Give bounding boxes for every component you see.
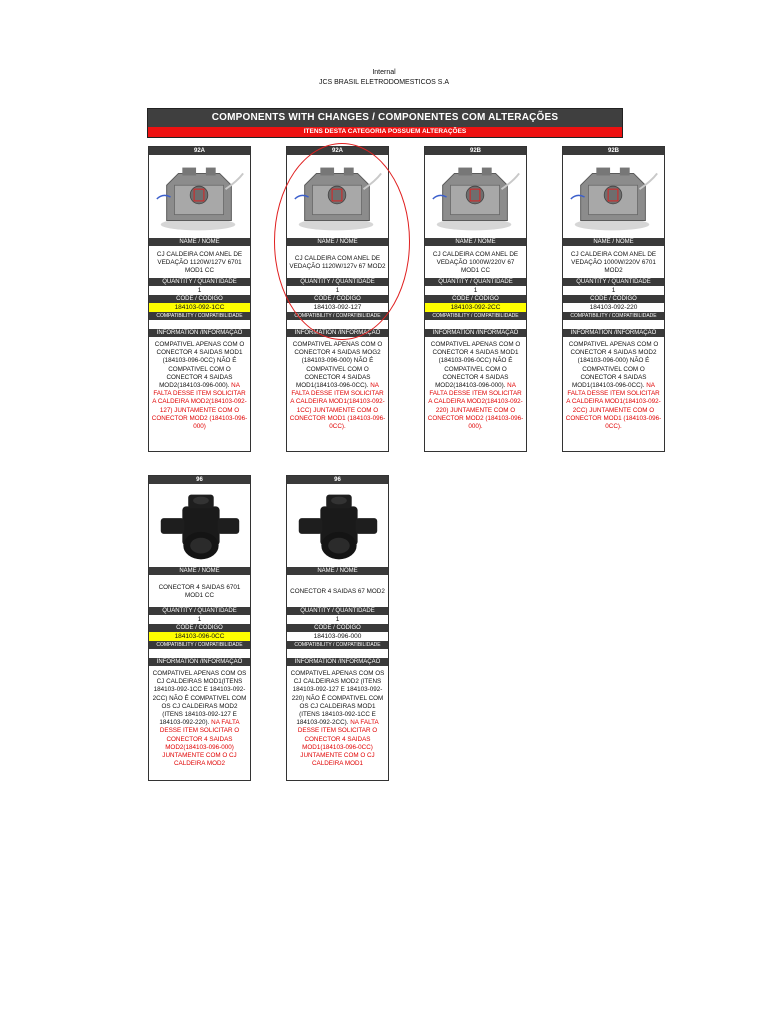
information-fallback: NA FALTA DESSE ITEM SOLICITAR A CALDEIRA MOD2(184103-092-127) JUNTAMENTE COM O CONECTOR MOD2 (184103-096-000): [151, 382, 248, 431]
component-photo: [425, 155, 526, 238]
quantity-label: QUANTITY / QUANTIDADE: [563, 278, 664, 286]
information-fallback: NA FALTA DESSE ITEM SOLICITAR A CALDEIRA MOD2(184103-092-220) JUNTAMENTE COM O CONECTOR MOD2 (184103-096-000).: [427, 382, 524, 431]
quantity-value: 1: [611, 287, 616, 294]
name-label: NAME / NOME: [287, 238, 388, 246]
information-compatibility: COMPATIVEL APENAS COM O CONECTOR 4 SAIDAS MOD1 (184103-096-0CC) NÃO É COMPATIVEL COM O CONECTOR 4 SAIDAS MOD2(184103-096-000).: [154, 341, 245, 390]
component-name: CONECTOR 4 SAIDAS 6701 MOD1 CC: [158, 584, 241, 599]
quantity-value: 1: [335, 616, 340, 623]
quantity-value: 1: [473, 287, 478, 294]
information-text: [149, 666, 250, 780]
boiler-image: [563, 155, 664, 238]
compatibility-label: COMPATIBILITY / COMPATIBILIDADE: [563, 312, 664, 320]
component-name: CJ CALDEIRA COM ANEL DE VEDAÇÃO 1000W/220V 67 MOD1 CC: [432, 251, 519, 274]
quantity-value: 1: [197, 287, 202, 294]
name-label: NAME / NOME: [149, 238, 250, 246]
information-compatibility: COMPATIVEL APENAS COM OS CJ CALDEIRAS MOD1(ITENS 184103-092-1CC E 184103-092-2CC) NÃO É COMPATIVEL COM OS CJ CALDEIRAS MOD2 (ITENS 184103-092-127 E 184103-092-220).: [152, 670, 247, 727]
component-photo: [287, 484, 388, 567]
component-name: CONECTOR 4 SAIDAS 67 MOD2: [290, 588, 385, 595]
boiler-image: [149, 155, 250, 238]
compatibility-value: [287, 649, 388, 658]
name-label: NAME / NOME: [287, 567, 388, 575]
information-text: [287, 337, 388, 451]
information-text: [563, 337, 664, 451]
component-card: [424, 146, 527, 452]
information-label: INFORMATION /INFORMAÇÃO: [149, 658, 250, 666]
code-label: CODE / CODIGO: [563, 295, 664, 303]
compatibility-value: [149, 649, 250, 658]
information-fallback: NA FALTA DESSE ITEM SOLICITAR A CALDEIRA MOD1(184103-092-2CC) JUNTAMENTE COM O CONECTOR MOD1 (184103-096-0CC).: [565, 382, 662, 431]
quantity-label: QUANTITY / QUANTIDADE: [287, 607, 388, 615]
component-photo: [563, 155, 664, 238]
name-label: NAME / NOME: [563, 238, 664, 246]
component-photo: [149, 155, 250, 238]
quantity-label: QUANTITY / QUANTIDADE: [287, 278, 388, 286]
quantity-label: QUANTITY / QUANTIDADE: [425, 278, 526, 286]
boiler-image: [425, 155, 526, 238]
part-code: 184103-092-127: [313, 304, 362, 311]
component-code: 92A: [149, 147, 250, 155]
information-fallback: NA FALTA DESSE ITEM SOLICITAR A CALDEIRA MOD1(184103-092-1CC) JUNTAMENTE COM O CONECTOR MOD1 (184103-096-0CC).: [289, 382, 386, 431]
document-header: [0, 68, 768, 88]
banner-title: COMPONENTS WITH CHANGES / COMPONENTES COM ALTERAÇÕES: [148, 109, 622, 127]
component-card: [148, 146, 251, 452]
information-label: INFORMATION /INFORMAÇÃO: [287, 329, 388, 337]
information-text: [149, 337, 250, 451]
information-fallback: NA FALTA DESSE ITEM SOLICITAR O CONECTOR 4 SAIDAS MOD2(184103-096-000) JUNTAMENTE COM O CJ CALDEIRA MOD2: [159, 719, 240, 768]
information-fallback: NA FALTA DESSE ITEM SOLICITAR O CONECTOR 4 SAIDAS MOD1(184103-096-0CC) JUNTAMENTE COM O CJ CALDEIRA MOD1: [297, 719, 379, 768]
part-code: 184103-096-000: [313, 633, 362, 640]
name-label: NAME / NOME: [425, 238, 526, 246]
connector-image: [287, 484, 388, 567]
component-photo: [287, 155, 388, 238]
information-compatibility: COMPATIVEL APENAS COM O CONECTOR 4 SAIDAS MOD2 (184103-096-000) NÃO É COMPATIVEL COM O CONECTOR 4 SAIDAS MOD1(184103-096-0CC).: [568, 341, 659, 390]
compatibility-value: [149, 320, 250, 329]
quantity-label: QUANTITY / QUANTIDADE: [149, 607, 250, 615]
information-text: [425, 337, 526, 451]
component-name: CJ CALDEIRA COM ANEL DE VEDAÇÃO 1120W/127V 6701 MOD1 CC: [156, 251, 243, 274]
compatibility-label: COMPATIBILITY / COMPATIBILIDADE: [287, 641, 388, 649]
information-text: [287, 666, 388, 780]
component-card: [562, 146, 665, 452]
information-label: INFORMATION /INFORMAÇÃO: [287, 658, 388, 666]
information-label: INFORMATION /INFORMAÇÃO: [149, 329, 250, 337]
name-label: NAME / NOME: [149, 567, 250, 575]
component-code: 92A: [287, 147, 388, 155]
quantity-value: 1: [197, 616, 202, 623]
information-compatibility: COMPATIVEL APENAS COM OS CJ CALDEIRAS MOD2 (ITENS 184103-092-127 E 184103-092-220) NÃO É COMPATIVEL COM OS CJ CALDEIRAS MOD1 (ITENS 184103-092-1CC E 184103-092-2CC).: [290, 670, 385, 727]
compatibility-value: [425, 320, 526, 329]
code-label: CODE / CODIGO: [287, 295, 388, 303]
component-card: [148, 475, 251, 781]
information-compatibility: COMPATIVEL APENAS COM O CONECTOR 4 SAIDAS MOD1 (184103-096-0CC) NÃO É COMPATIVEL COM O CONECTOR 4 SAIDAS MOD2(184103-096-000).: [430, 341, 521, 390]
component-code: 92B: [563, 147, 664, 155]
part-code: 184103-092-2CC: [425, 303, 526, 312]
component-photo: [149, 484, 250, 567]
compatibility-label: COMPATIBILITY / COMPATIBILIDADE: [425, 312, 526, 320]
component-card: [286, 475, 389, 781]
code-label: CODE / CODIGO: [425, 295, 526, 303]
quantity-value: 1: [335, 287, 340, 294]
component-name: CJ CALDEIRA COM ANEL DE VEDAÇÃO 1000W/220V 6701 MOD2: [570, 251, 657, 274]
classification-label: Internal: [372, 69, 396, 76]
connector-image: [149, 484, 250, 567]
component-code: 92B: [425, 147, 526, 155]
part-code: 184103-092-220: [589, 304, 638, 311]
component-code: 96: [287, 476, 388, 484]
compatibility-label: COMPATIBILITY / COMPATIBILIDADE: [149, 641, 250, 649]
part-code: 184103-096-0CC: [149, 632, 250, 641]
compatibility-value: [563, 320, 664, 329]
quantity-label: QUANTITY / QUANTIDADE: [149, 278, 250, 286]
compatibility-label: COMPATIBILITY / COMPATIBILIDADE: [287, 312, 388, 320]
information-compatibility: COMPATIVEL APENAS COM O CONECTOR 4 SAIDAS MOG2 (184103-096-000) NÃO É COMPATIVEL COM O CONECTOR 4 SAIDAS MOD1(184103-096-0CC).: [292, 341, 383, 390]
code-label: CODE / CODIGO: [149, 295, 250, 303]
company-name: JCS BRASIL ELETRODOMESTICOS S.A: [318, 79, 450, 86]
component-code: 96: [149, 476, 250, 484]
compatibility-value: [287, 320, 388, 329]
part-code: 184103-092-1CC: [149, 303, 250, 312]
information-label: INFORMATION /INFORMAÇÃO: [425, 329, 526, 337]
component-card: [286, 146, 389, 452]
banner-subtitle: ITENS DESTA CATEGORIA POSSUEM ALTERAÇÕES: [148, 127, 622, 137]
information-label: INFORMATION /INFORMAÇÃO: [563, 329, 664, 337]
component-name: CJ CALDEIRA COM ANEL DE VEDAÇÃO 1120W/127v 67 MOD2: [289, 255, 386, 270]
code-label: CODE / CODIGO: [149, 624, 250, 632]
code-label: CODE / CODIGO: [287, 624, 388, 632]
boiler-image: [287, 155, 388, 238]
section-banner: [147, 108, 623, 138]
compatibility-label: COMPATIBILITY / COMPATIBILIDADE: [149, 312, 250, 320]
